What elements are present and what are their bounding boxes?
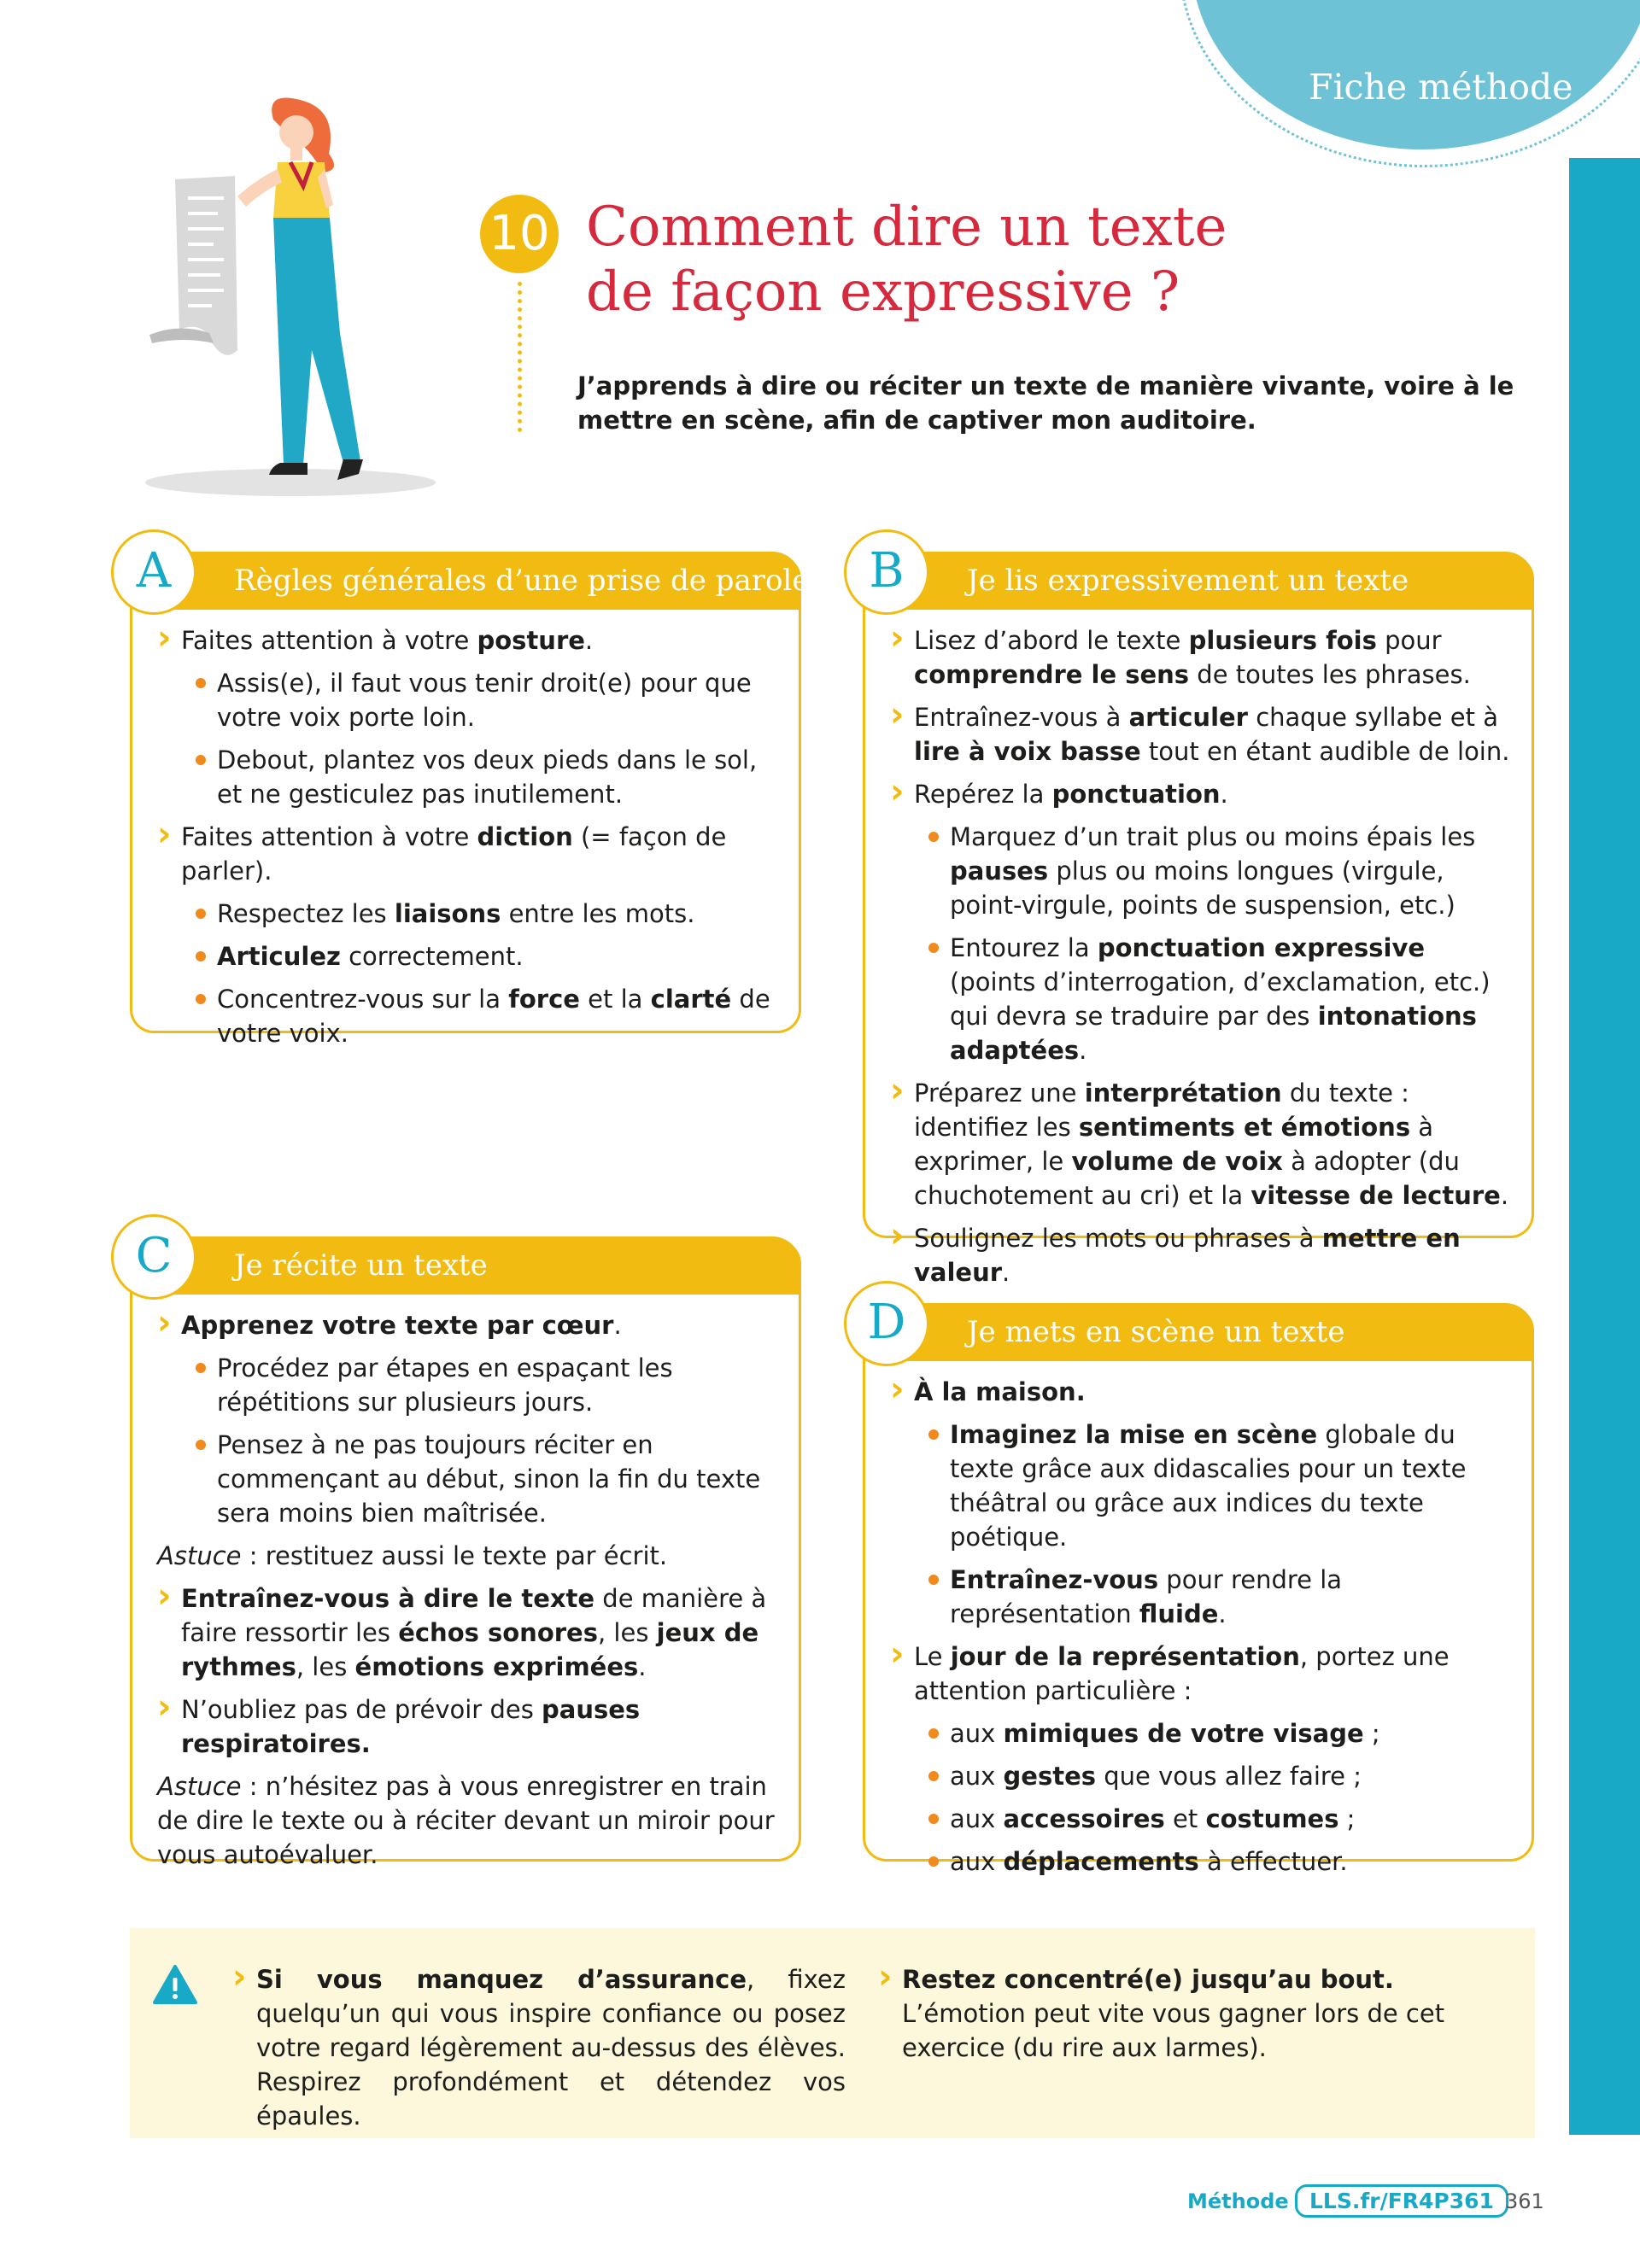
footer-link[interactable]: LLS.fr/FR4P361 [1295, 2184, 1508, 2218]
bullet-item: Entraînez-vous pour rendre la représentation fluide. [890, 1563, 1510, 1631]
warning-icon [152, 1964, 198, 2005]
section-c-content [157, 1308, 777, 1872]
bullet-item: Assis(e), il faut vous tenir droit(e) pour que votre voix porte loin. [157, 666, 777, 734]
bullet-item: aux gestes que vous allez faire ; [890, 1759, 1510, 1793]
bullet-item: Articulez correctement. [157, 939, 777, 973]
bullet-item: Imaginez la mise en scène globale du texte grâce aux didascalies pour un texte théâtral ou grâce aux indices du texte poétique. [890, 1418, 1510, 1554]
bullet-item: Entourez la ponctuation expressive (points d’interrogation, d’exclamation, etc.) qui devra se traduire par des intonations adaptées. [890, 931, 1510, 1067]
bullet-item: Respectez les liaisons entre les mots. [157, 897, 777, 931]
tip-text: Astuce : restituez aussi le texte par écrit. [157, 1541, 668, 1570]
reading-woman-illustration [128, 94, 436, 504]
list-item: › N’oubliez pas de prévoir des pauses respiratoires. [157, 1692, 777, 1761]
list-item: › Entraînez-vous à dire le texte de manière à faire ressortir les échos sonores, les jeux de rythmes, les émotions exprimées. [157, 1581, 777, 1684]
section-b-letter: B [844, 529, 929, 615]
warning-left [232, 1962, 846, 2133]
section-c-header: Je récite un texte [130, 1236, 801, 1295]
page-title [586, 195, 1227, 324]
section-d-content [890, 1375, 1510, 1879]
bullet-item: aux accessoires et costumes ; [890, 1802, 1510, 1836]
list-item: › Faites attention à votre posture. [157, 623, 777, 658]
section-a-content [157, 623, 777, 1050]
title-line-1: Comment dire un texte [586, 196, 1227, 259]
bullet-item: Pensez à ne pas toujours réciter en commençant au début, sinon la fin du texte sera moins bien maîtrisée. [157, 1428, 777, 1530]
list-item: › Le jour de la représentation, portez une attention particulière : [890, 1640, 1510, 1708]
list-item: › Préparez une interprétation du texte : identifiez les sentiments et émotions à exprimer, le volume de voix à adopter (du chuchotement au cri) et la vitesse de lecture. [890, 1076, 1510, 1213]
list-item: › Faites attention à votre diction (= façon de parler). [157, 820, 777, 888]
section-b-header: Je lis expressivement un texte [863, 552, 1534, 610]
section-d-header: Je mets en scène un texte [863, 1303, 1534, 1361]
list-item: › Entraînez-vous à articuler chaque syllabe et à lire à voix basse tout en étant audible de loin. [890, 700, 1510, 769]
bullet-item: Marquez d’un trait plus ou moins épais les pauses plus ou moins longues (virgule, point-virgule, points de suspension, etc.) [890, 820, 1510, 922]
title-line-2: de façon expressive ? [586, 260, 1180, 324]
method-number: 10 [480, 195, 559, 273]
list-item: › Restez concentré(e) jusqu’au bout. L’émotion peut vite vous gagner lors de cet exercice (du rire aux larmes). [878, 1962, 1493, 2065]
footer-label: Méthode [1187, 2189, 1289, 2213]
section-d-letter: D [844, 1281, 929, 1366]
section-c-letter: C [111, 1214, 196, 1300]
fiche-methode-tag: Fiche méthode [1309, 67, 1573, 108]
section-a-header: Règles générales d’une prise de parole [130, 552, 801, 610]
bullet-item: aux déplacements à effectuer. [890, 1844, 1510, 1879]
bullet-item: Debout, plantez vos deux pieds dans le sol, et ne gesticulez pas inutilement. [157, 743, 777, 811]
list-item: › Si vous manquez d’assurance, fixez quelqu’un qui vous inspire confiance ou posez votre regard légèrement au-dessus des élèves. Respirez profondément et détendez vos épaules. [232, 1962, 846, 2133]
bullet-item: Concentrez-vous sur la force et la clarté de votre voix. [157, 982, 777, 1050]
list-item: › Repérez la ponctuation. [890, 777, 1510, 811]
list-item: › Apprenez votre texte par cœur. [157, 1308, 777, 1342]
page-number: 361 [1505, 2189, 1544, 2213]
list-item: › À la maison. [890, 1375, 1510, 1409]
bullet-item: aux mimiques de votre visage ; [890, 1716, 1510, 1751]
bullet-item: Procédez par étapes en espaçant les répétitions sur plusieurs jours. [157, 1351, 777, 1419]
intro-text: J’apprends à dire ou réciter un texte de manière vivante, voire à le mettre en scène, afin de captiver mon auditoire. [577, 371, 1514, 435]
list-item: › Soulignez les mots ou phrases à mettre en valeur. [890, 1221, 1510, 1289]
section-b-content [890, 623, 1510, 1289]
tip-text: Astuce : n’hésitez pas à vous enregistrer en train de dire le texte ou à réciter devant un miroir pour vous autoévaluer. [157, 1772, 775, 1869]
side-color-bar [1569, 158, 1640, 2135]
list-item: › Lisez d’abord le texte plusieurs fois pour comprendre le sens de toutes les phrases. [890, 623, 1510, 692]
dotted-divider [518, 282, 522, 432]
section-a-letter: A [111, 529, 196, 615]
warning-right [878, 1962, 1493, 2065]
